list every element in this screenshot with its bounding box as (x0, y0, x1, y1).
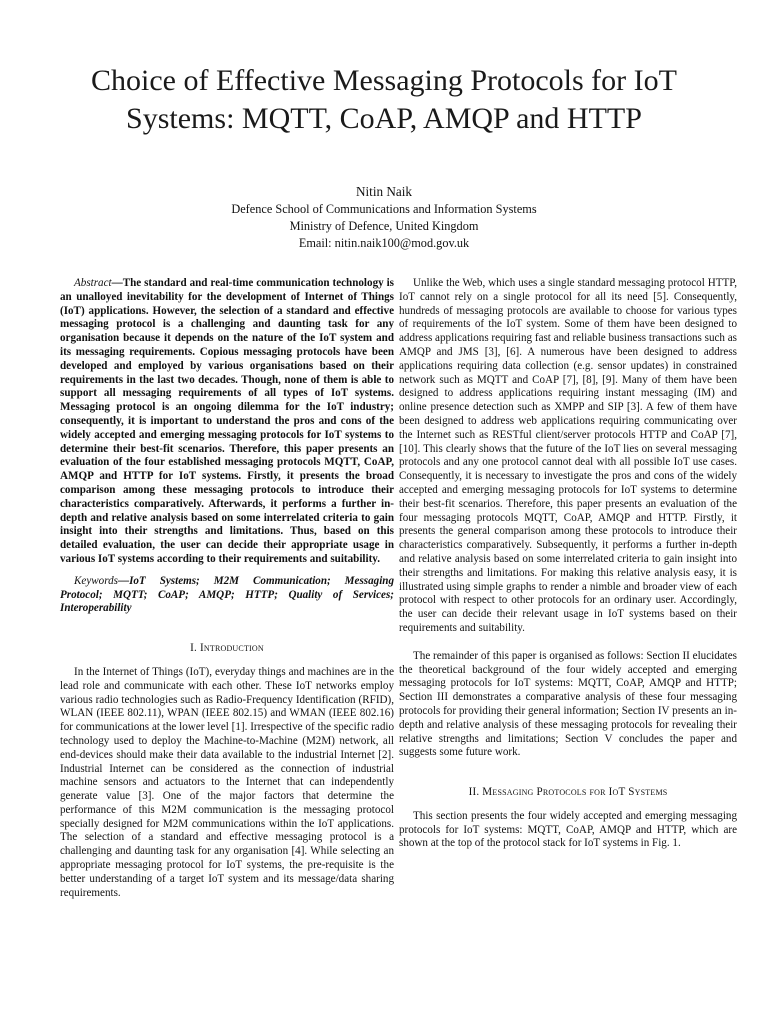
title-line-1: Choice of Effective Messaging Protocols for IoT (91, 64, 677, 97)
right-paragraph-2: The remainder of this paper is organised as follows: Section II elucidates the theoretical background of the four widely accepted and emerging messaging protocols for IoT systems: MQTT, CoAP, AMQP and HTTP; Section III demonstrates a comparative analysis of these four messaging protocols for providing their general information; Section IV presents an in-depth and relative analysis of these messaging protocols for revealing their relative strengths and limitations; Section V concludes the paper and suggests some future work. (399, 649, 737, 759)
abstract-label: Abstract (74, 277, 112, 289)
paper-title (0, 62, 768, 138)
section-heading-introduction: I. Introduction (190, 642, 264, 655)
intro-paragraph: In the Internet of Things (IoT), everyday things and machines are in the lead role and communicate with each other. These IoT networks employ various radio technologies such as Radio-Frequency Identification (RFID), WLAN (IEEE 802.11), WPAN (IEEE 802.15) and WMAN (IEEE 802.16) for communications at the lower level [1]. Irrespective of the specific radio technology used to deploy the Machine-to-Machine (M2M) network, all end-devices should make their data available to the industrial Internet [2]. Industrial Internet can be considered as the connection of industrial machine sensors and actuators to the Internet that can independently generate value [3]. One of the major factors that determine the performance of this M2M communication is the messaging protocol specially designed for M2M communications within the IoT applications. The selection of a standard and effective messaging protocol is a challenging and daunting task for any organisation [4]. While selecting an appropriate messaging protocol for IoT systems, the pre-requisite is the better understanding of a target IoT system and its message/data sharing requirements. (60, 665, 394, 899)
left-column (60, 277, 394, 900)
affiliation-1: Defence School of Communications and Information Systems (231, 202, 537, 216)
author-name: Nitin Naik (355, 184, 413, 199)
author-block (0, 183, 768, 252)
section-heading-messaging-protocols: II. Messaging Protocols for IoT Systems (468, 786, 668, 799)
title-line-2: Systems: MQTT, CoAP, AMQP and HTTP (126, 102, 642, 135)
right-paragraph-1: Unlike the Web, which uses a single standard messaging protocol HTTP, IoT cannot rely on a single protocol for all its need [5]. Consequently, hundreds of messaging protocols are available to choose for various types of requirements of the IoT system. Some of them have been designed to address applications requiring fast and reliable business transactions such as AMQP and JMS [3], [6]. A numerous have been designed to address applications requiring data collection (e.g. sensor updates) in constrained network such as MQTT and CoAP [7], [8], [9]. Many of them have been designed to address applications requiring instant messaging (IM) and online presence detection such as XMPP and SIP [3]. A few of them have been designed to address web applications requiring communicating over the Internet such as RESTful client/server protocols HTTP and CoAP [7], [10]. This clearly shows that the future of the IoT lies on several messaging protocols and any one protocol cannot deal with all possible IoT use cases. Consequently, it is necessary to investigate the pros and cons of the widely accepted and emerging messaging protocols for IoT systems to determine their best-fit scenarios. Therefore, this paper presents an evaluation of the four messaging protocols MQTT, CoAP, AMQP and HTTP. Firstly, it presents the general comparison among these protocols to introduce their characteristics comparatively. Subsequently, it performs a further in-depth and relative analysis based on some interrelated criteria to gain insight into their strengths and limitations. For making this relative analysis easy, it is illustrated using simple graphs to render a nimble and broader view of each protocol with respect to other protocols for an ordinary user. Accordingly, the user can decide their relevant usage in IoT systems based on their requirements and suitability. (399, 277, 737, 634)
keywords-label: Keywords (74, 574, 118, 587)
affiliation-2: Ministry of Defence, United Kingdom (289, 219, 479, 233)
abstract-text: —The standard and real-time communication technology is an unalloyed inevitability for the development of Internet of Things (IoT) applications. However, the selection of a standard and effective messaging protocol is a challenging and daunting task for any organisation because it depends on the nature of the IoT system and its messaging requirements. Copious messaging protocols have been developed and employed by various organisations based on their requirements in the last two decades. Though, none of them is able to support all messaging requirements of all types of IoT systems. Messaging protocol is an ongoing dilemma for the IoT industry; consequently, it is important to understand the pros and cons of the widely accepted and emerging messaging protocols for IoT systems to determine their best-fit scenarios. Therefore, this paper presents an evaluation of the four established messaging protocols MQTT, CoAP, AMQP and HTTP for IoT systems. Firstly, it presents the broad comparison among these messaging protocols to introduce their characteristics comparatively. Afterwards, it performs a further in-depth and relative analysis based on some interrelated criteria to gain insight into their strengths and limitations. Thus, based on this detailed evaluation, the user can decide their appropriate usage in various IoT systems according to their requirements and suitability. (60, 277, 394, 565)
keywords-text: —IoT Systems; M2M Communication; Messaging Protocol; MQTT; CoAP; AMQP; HTTP; Quality of Services; Interoperability (60, 574, 394, 615)
abstract (60, 277, 394, 567)
author-email: Email: nitin.naik100@mod.gov.uk (298, 236, 470, 250)
keywords (60, 575, 394, 616)
right-column (399, 277, 737, 851)
section2-paragraph: This section presents the four widely accepted and emerging messaging protocols for IoT systems: MQTT, CoAP, AMQP and HTTP, which are shown at the top of the protocol stack for IoT systems in Fig. 1. (399, 809, 737, 850)
